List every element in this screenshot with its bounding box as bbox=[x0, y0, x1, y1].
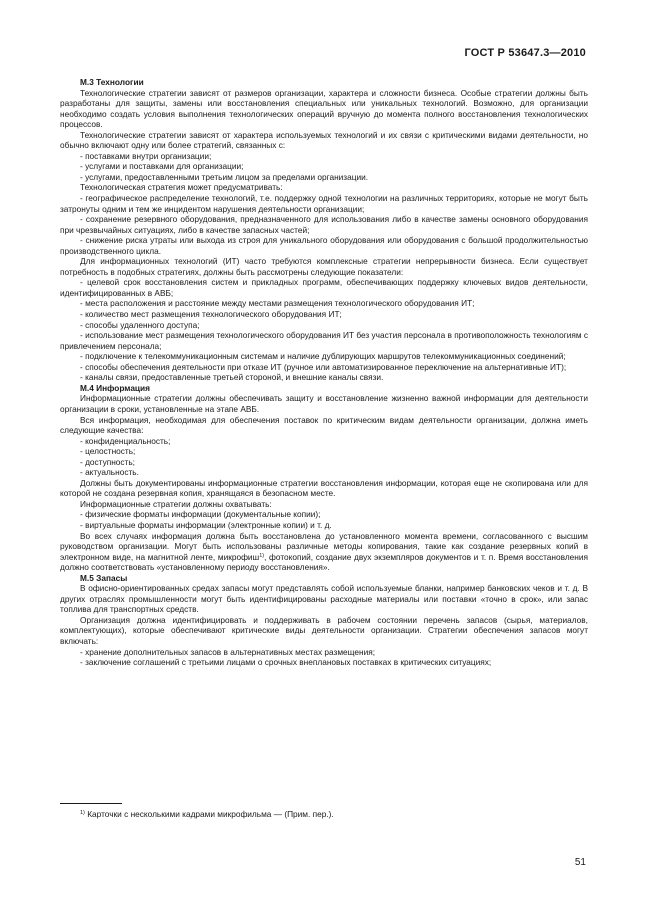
list-item: - подключение к телекоммуникационным системам и наличие дублирующих маршрутов телекоммуникационных соединений; bbox=[80, 351, 566, 362]
list-item: - актуальность. bbox=[80, 467, 139, 478]
list-item: - способы удаленного доступа; bbox=[80, 319, 200, 330]
paragraph: Должны быть документированы информационные стратегии восстановления информации, которая еще не скопирована или для которой не создана резервная копия, хранящаяся в безопасном месте. bbox=[60, 477, 588, 499]
list-item: - географическое распределение технологий, т.е. поддержку одной технологии на различных территориях, которые не могут быть затронуты одним и тем же инцидентом нарушения деятельности организации; bbox=[60, 193, 588, 214]
list-item: - услугами и поставками для организации; bbox=[80, 161, 244, 172]
list-item: - заключение соглашений с третьими лицами о срочных внеплановых поставках в критических ситуациях; bbox=[80, 657, 492, 668]
footnote-reference: 1) bbox=[259, 552, 265, 559]
footnote bbox=[80, 809, 334, 819]
list-item: - доступность; bbox=[80, 456, 135, 467]
paragraph: Информационные стратегии должны охватывать: bbox=[80, 498, 272, 509]
footnote-divider bbox=[60, 803, 122, 804]
section-heading-m3: М.3 Технологии bbox=[80, 77, 144, 87]
list-item: - использование мест размещения технологического оборудования ИТ без участия персонала в противоположность технологиям с привлечением персонала; bbox=[60, 330, 589, 351]
page-body bbox=[60, 77, 588, 668]
list-item: - поставками внутри организации; bbox=[80, 150, 212, 161]
paragraph: Информационные стратегии должны обеспечивать защиту и восстановление жизненно важной информации для деятельности организации в сроки, установленные на этапе АВБ. bbox=[60, 393, 588, 414]
page-number: 51 bbox=[574, 857, 586, 868]
paragraph: Технологические стратегии зависят от характера используемых технологий и их связи с критическими видами деятельности, но обычно включают одну или более стратегий, связанных с: bbox=[60, 129, 588, 151]
list-item: - виртуальные форматы информации (электронные копии) и т. д. bbox=[80, 519, 332, 530]
paragraph-restore-time bbox=[60, 531, 588, 573]
paragraph: Вся информация, необходимая для обеспечения поставок по критическим видам деятельности организации, должна иметь следующие качества: bbox=[60, 414, 588, 436]
standard-header: ГОСТ Р 53647.3—2010 bbox=[464, 47, 586, 59]
paragraph: Для информационных технологий (ИТ) часто требуются комплексные стратегии непрерывности бизнеса. Если существует потребность в подобных стратегиях, должны быть рассмотрены следующие показатели: bbox=[60, 256, 588, 277]
list-item: - сохранение резервного оборудования, предназначенного для использования либо в качестве замены основного оборудования при чрезвычайных ситуациях, либо в качестве запасных частей; bbox=[60, 214, 588, 235]
list-item: - снижение риска утраты или выхода из строя для уникального оборудования или оборудования с большой продолжительностью производственного цикла. bbox=[60, 235, 588, 256]
list-item: - конфиденциальность; bbox=[80, 435, 171, 446]
list-item: - услугами, предоставленными третьим лицом за пределами организации. bbox=[80, 171, 369, 182]
paragraph: В офисно-ориентированных средах запасы могут представлять собой используемые бланки, например банковских чеков и т. д. В других отраслях промышленности могут быть идентифицированы расходные материалы или поставки «точно в срок», или запас топлива для транспортных средств. bbox=[60, 583, 588, 615]
list-item: - количество мест размещения технологического оборудования ИТ; bbox=[80, 309, 342, 320]
list-item: - места расположения и расстояние между местами размещения технологического оборудования ИТ; bbox=[80, 298, 475, 309]
list-item: - хранение дополнительных запасов в альтернативных местах размещения; bbox=[80, 646, 376, 657]
paragraph-text: Во всех случаях информация должна быть восстановлена до установленного момента времени, согласованного с высшим руководством организации. Могут быть использованы различные методы копирования, такие как создание резервных копий в электронном виде, на магнитной ленте, микрофиш bbox=[60, 530, 588, 562]
list-item: - каналы связи, предоставленные третьей стороной, и внешние каналы связи. bbox=[80, 372, 384, 383]
list-item: - целостность; bbox=[80, 446, 136, 457]
paragraph: Организация должна идентифицировать и поддерживать в рабочем состоянии перечень запасов (сырья, материалов, комплектующих), которые обеспечивают критические виды деятельности организации. Стратегии обеспечения запасов могут включать: bbox=[60, 614, 588, 646]
section-heading-m4: М.4 Информация bbox=[80, 382, 150, 393]
paragraph: Технологические стратегии зависят от размеров организации, характера и сложности бизнеса. Особые стратегии должны быть разработаны для защиты, замены или восстановления специальных или уникальных технологий. Возможно, для организации необходимо создать условия выполнения технологических операций вручную до момента полного восстановления технологических процессов. bbox=[60, 87, 588, 130]
section-heading-m5: М.5 Запасы bbox=[80, 572, 128, 583]
footnote-mark: 1) bbox=[80, 810, 85, 816]
footnote-text: Карточки с несколькими кадрами микрофильма — (Прим. пер.). bbox=[87, 809, 334, 819]
paragraph: Технологическая стратегия может предусматривать: bbox=[80, 182, 283, 193]
list-item: - способы обеспечения деятельности при отказе ИТ (ручное или автоматизированное переключение на альтернативные ИТ); bbox=[80, 361, 567, 372]
list-item: - физические форматы информации (документальные копии); bbox=[80, 509, 321, 520]
paragraph-text: , фотокопий, создание двух экземпляров документов и т. п. Время восстановления должно соответствовать «установленному периоду восстановления». bbox=[60, 551, 589, 573]
list-item: - целевой срок восстановления систем и прикладных программ, обеспечивающих поддержку ключевых видов деятельности, идентифицированных в АВБ; bbox=[60, 277, 588, 298]
